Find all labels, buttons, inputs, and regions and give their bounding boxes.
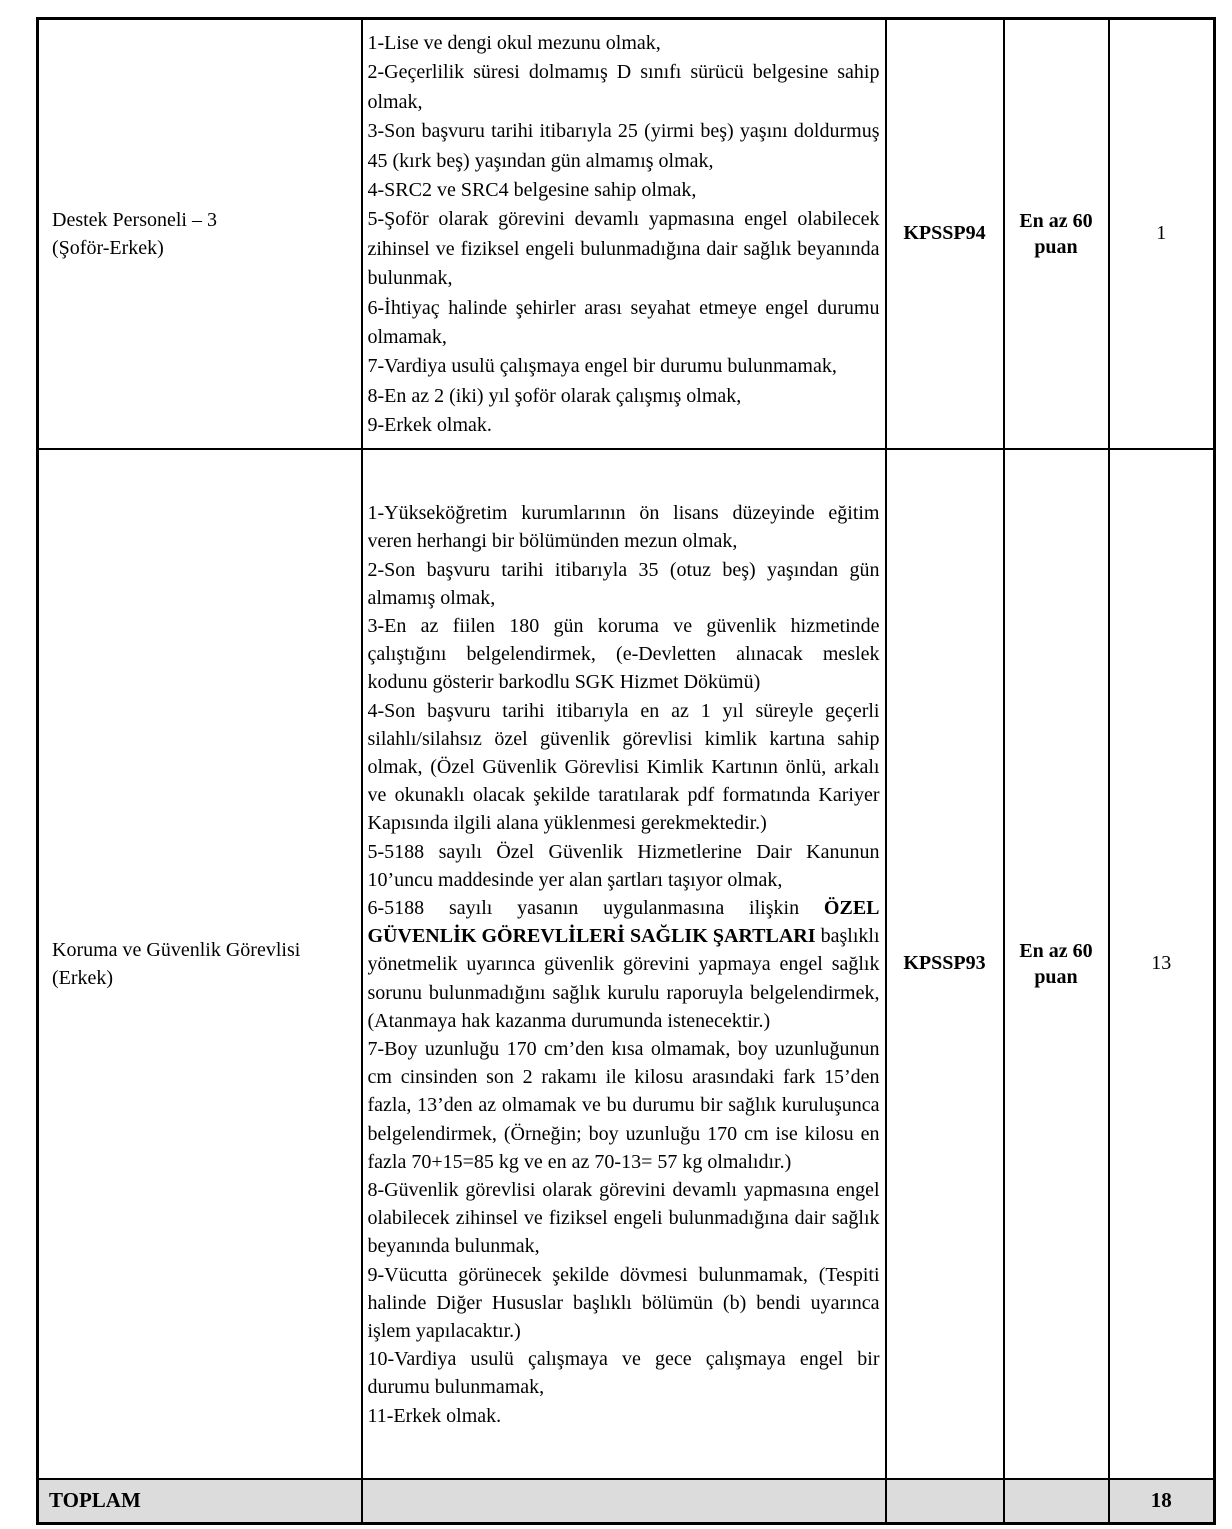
requirement-item: 4-Son başvuru tarihi itibarıyla en az 1 yıl süreyle geçerli silahlı/silahsız özel güvenlik görevlisi kimlik kartına sahip olmak, (Özel Güvenlik Görevlisi Kimlik Kartının önlü, arkalı ve okunaklı olacak şekilde taratılarak pdf formatında Kariyer Kapısında ilgili alana yüklenmesi gerekmektedir.)	[367, 699, 880, 835]
requirement-item: 3-En az fiilen 180 gün koruma ve güvenlik hizmetinde çalıştığını belgelendirmek, (e-Devletten alınacak meslek kodunu gösterir barkodlu SGK Hizmet Dökümü)	[367, 614, 880, 694]
position-title-cell	[38, 19, 362, 449]
requirement-item: 10-Vardiya usulü çalışmaya ve gece çalışmaya engel bir durumu bulunmamak,	[367, 1348, 880, 1399]
requirement-item: 9-Erkek olmak.	[367, 414, 492, 437]
requirement-item: 8-En az 2 (iki) yıl şoför olarak çalışmış olmak,	[367, 384, 742, 407]
job-postings-table	[36, 17, 1216, 1525]
total-empty-kpss-cell	[886, 1479, 1004, 1524]
position-title-cell	[38, 449, 362, 1479]
min-score-cell: En az 60 puan	[1004, 19, 1109, 449]
requirement-item: 1-Lise ve dengi okul mezunu olmak,	[367, 31, 661, 54]
total-label: TOPLAM	[49, 1488, 141, 1513]
requirement-item: 2-Geçerlilik süresi dolmamış D sınıfı sürücü belgesine sahip olmak,	[367, 61, 880, 113]
requirement-item: 6-İhtiyaç halinde şehirler arası seyahat etmeye engel durumu olmamak,	[367, 296, 880, 348]
kpss-code-cell: KPSSP94	[886, 19, 1004, 449]
total-label-cell	[38, 1479, 362, 1524]
position-title-line: Koruma ve Güvenlik Görevlisi	[52, 938, 301, 961]
total-vacancies-cell	[1109, 1479, 1215, 1524]
total-row	[38, 1479, 1215, 1524]
vacancy-count-cell: 1	[1109, 19, 1215, 449]
total-empty-requirements-cell	[362, 1479, 886, 1524]
table-row	[38, 449, 1215, 1479]
requirement-item: 2-Son başvuru tarihi itibarıyla 35 (otuz beş) yaşından gün almamış olmak,	[367, 558, 880, 609]
table-row	[38, 19, 1215, 449]
requirements-cell	[362, 449, 886, 1479]
requirement-item: 8-Güvenlik görevlisi olarak görevini devamlı yapmasına engel olabilecek zihinsel ve fiziksel engeli bulunmadığına dair sağlık beyanında bulunmak,	[367, 1179, 880, 1258]
requirement-item: 6-5188 sayılı yasanın uygulanmasına ilişkin ÖZEL GÜVENLİK GÖREVLİLERİ SAĞLIK ŞARTLARI başlıklı yönetmelik uyarınca güvenlik görevini yapmaya engel sağlık sorunu bulunmadığını sağlık kurulu raporuyla belgelendirmek, (Atanmaya hak kazanma durumunda istenecektir.)	[367, 896, 880, 1032]
requirement-item: 9-Vücutta görünecek şekilde dövmesi bulunmamak, (Tespiti halinde Diğer Hususlar başlıklı bölümün (b) bendi uyarınca işlem yapılacaktır.)	[367, 1263, 880, 1343]
requirements-list	[368, 29, 880, 441]
position-title-line: (Erkek)	[52, 966, 114, 989]
requirement-item: 5-5188 sayılı Özel Güvenlik Hizmetlerine Dair Kanunun 10’uncu maddesinde yer alan şartları taşıyor olmak,	[367, 840, 880, 891]
requirement-item: 11-Erkek olmak.	[367, 1404, 502, 1427]
total-vacancies: 18	[1150, 1488, 1172, 1513]
requirement-item: 3-Son başvuru tarihi itibarıyla 25 (yirmi beş) yaşını doldurmuş 45 (kırk beş) yaşından gün almamış olmak,	[367, 120, 880, 172]
requirement-item: 5-Şoför olarak görevini devamlı yapmasına engel olabilecek zihinsel ve fiziksel engeli bulunmadığına dair sağlık beyanında bulunmak,	[367, 208, 880, 290]
requirement-item: 1-Yükseköğretim kurumlarının ön lisans düzeyinde eğitim veren herhangi bir bölümünden mezun olmak,	[367, 502, 880, 553]
kpss-code-cell: KPSSP93	[886, 449, 1004, 1479]
requirement-item: 7-Vardiya usulü çalışmaya engel bir durumu bulunmamak,	[367, 355, 837, 378]
table-body	[38, 19, 1215, 1524]
min-score-cell: En az 60 puan	[1004, 449, 1109, 1479]
position-title-line: Destek Personeli – 3	[52, 208, 217, 231]
total-empty-score-cell	[1004, 1479, 1109, 1524]
requirements-list	[368, 499, 880, 1430]
position-title-line: (Şoför-Erkek)	[52, 236, 164, 259]
requirement-item: 4-SRC2 ve SRC4 belgesine sahip olmak,	[367, 178, 697, 201]
vacancy-count-cell: 13	[1109, 449, 1215, 1479]
requirement-item: 7-Boy uzunluğu 170 cm’den kısa olmamak, boy uzunluğunun cm cinsinden son 2 rakamı ile kilosu arasındaki fark 15’den fazla, 13’den az olmamak ve bu durumu bir sağlık kuruluşunca belgelendirmek, (Örneğin; boy uzunluğu 170 cm ise kilosu en fazla 70+15=85 kg ve en az 70-13= 57 kg olmalıdır.)	[367, 1038, 880, 1173]
requirements-cell	[362, 19, 886, 449]
